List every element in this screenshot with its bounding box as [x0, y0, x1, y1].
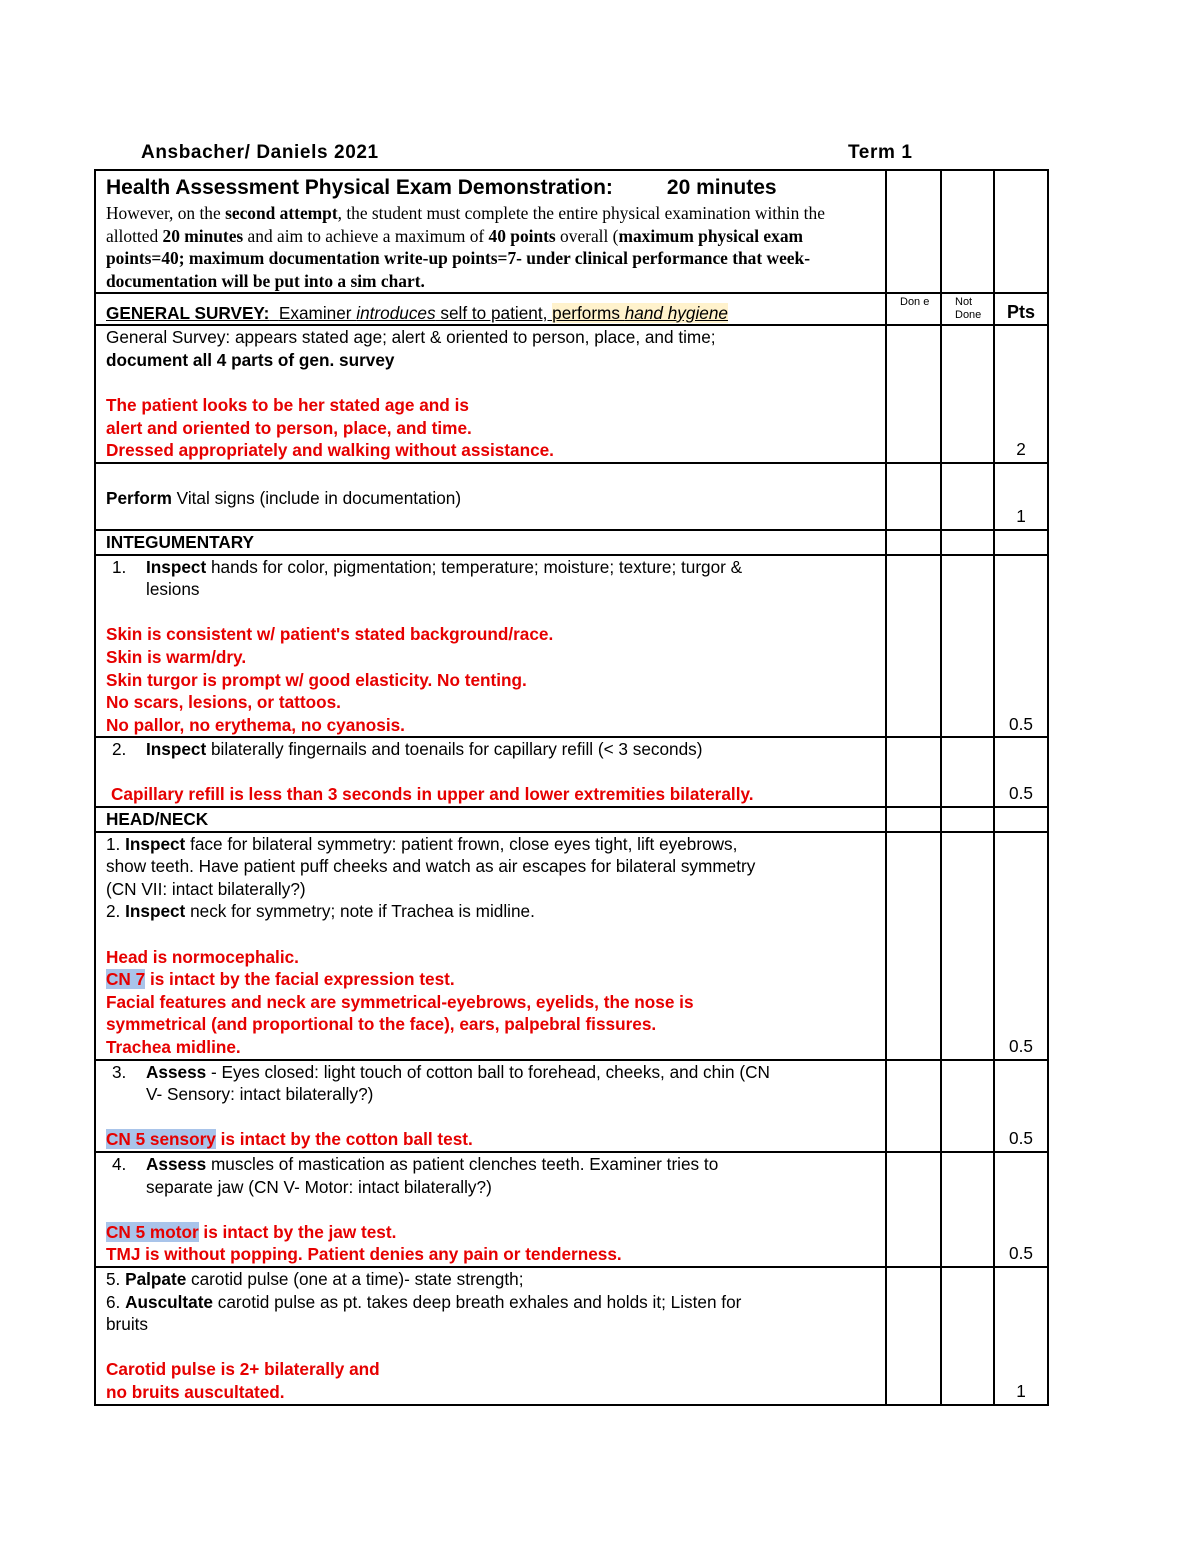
- documentation-text: is intact by the jaw test.: [198, 1221, 397, 1242]
- item-text: muscles of mastication as patient clenches teeth. Examiner tries to: [206, 1153, 719, 1174]
- done-cell[interactable]: [886, 463, 941, 530]
- item-text: V- Sensory: intact bilaterally?): [146, 1084, 374, 1105]
- checklist-row-integ-1: [95, 555, 1048, 738]
- intro-bold-4: maximum physical exam points=40; maximum documentation write-up points=7- under clinical performance that week- documentation will be put into a sim chart.: [106, 225, 810, 291]
- item-cell: [95, 325, 886, 463]
- item-text: lesions: [146, 579, 200, 600]
- item-cell: [95, 1267, 886, 1405]
- general-survey-text-2: self to patient,: [435, 302, 553, 323]
- points-value: 2: [994, 325, 1048, 463]
- not-done-cell[interactable]: [941, 555, 994, 738]
- done-cell[interactable]: [886, 832, 941, 1060]
- item-verb: Inspect: [146, 556, 207, 577]
- pts-cell: [994, 170, 1048, 293]
- document-header-authors: Ansbacher/ Daniels 2021: [141, 142, 379, 163]
- checklist-row-vital-signs: [95, 463, 1048, 530]
- intro-row: [95, 170, 1048, 293]
- done-cell[interactable]: [886, 170, 941, 293]
- done-cell[interactable]: [886, 325, 941, 463]
- item-text: show teeth. Have patient puff cheeks and watch as air escapes for bilateral symmetry: [106, 856, 756, 877]
- item-verb: Inspect: [125, 833, 186, 854]
- pts-cell: [994, 530, 1048, 555]
- not-done-cell[interactable]: [941, 1267, 994, 1405]
- item-text: carotid pulse as pt. takes deep breath exhales and holds it; Listen for: [212, 1291, 742, 1312]
- item-cell: [95, 463, 886, 530]
- documentation-text: Carotid pulse is 2+ bilaterally and: [106, 1359, 380, 1380]
- intro-text-3: and aim to achieve a maximum of: [243, 225, 489, 246]
- document-header-term: Term 1: [848, 142, 913, 163]
- intro-text-1: However, on the: [106, 203, 226, 223]
- not-done-cell[interactable]: [941, 832, 994, 1060]
- documentation-text: symmetrical (and proportional to the face), ears, palpebral fissures.: [106, 1014, 657, 1035]
- checklist-row-head-1-2: [95, 832, 1048, 1060]
- documentation-text: No pallor, no erythema, no cyanosis.: [106, 714, 405, 735]
- item-text: Vital signs (include in documentation): [171, 487, 462, 508]
- points-value: 0.5: [994, 1152, 1048, 1267]
- documentation-text: is intact by the facial expression test.: [145, 969, 455, 990]
- exam-checklist-table: [94, 169, 1049, 1406]
- item-text: separate jaw (CN V- Motor: intact bilaterally?): [146, 1176, 492, 1197]
- checklist-row-general-survey: [95, 325, 1048, 463]
- item-verb: Inspect: [146, 739, 207, 760]
- points-value: 1: [994, 1267, 1048, 1405]
- exam-title-text: Health Assessment Physical Exam Demonstration:: [106, 176, 613, 199]
- done-cell[interactable]: [886, 1060, 941, 1152]
- item-text: face for bilateral symmetry: patient frown, close eyes tight, lift eyebrows,: [185, 833, 738, 854]
- hand-hygiene-highlight: [552, 303, 728, 323]
- documentation-text: Capillary refill is less than 3 seconds in upper and lower extremities bilaterally.: [111, 784, 754, 805]
- done-cell[interactable]: [886, 737, 941, 807]
- cn7-highlight: CN 7: [106, 969, 146, 990]
- item-text-bold: document all 4 parts of gen. survey: [106, 349, 395, 370]
- not-done-cell[interactable]: [941, 170, 994, 293]
- item-number: 4.: [112, 1153, 127, 1174]
- item-number: 2.: [112, 739, 127, 760]
- not-done-cell[interactable]: [941, 1152, 994, 1267]
- column-header-done: Don e: [886, 293, 941, 325]
- done-cell[interactable]: [886, 530, 941, 555]
- documentation-text: Dressed appropriately and walking without assistance.: [106, 440, 554, 461]
- item-text: (CN VII: intact bilaterally?): [106, 878, 306, 899]
- done-cell[interactable]: [886, 555, 941, 738]
- general-survey-label: GENERAL SURVEY:: [106, 302, 270, 323]
- checklist-row-head-4: [95, 1152, 1048, 1267]
- documentation-text: Head is normocephalic.: [106, 946, 299, 967]
- exam-title: [106, 171, 877, 202]
- item-cell: [95, 1152, 886, 1267]
- intro-bold-1: second attempt: [225, 203, 338, 223]
- item-number: 6.: [106, 1291, 126, 1312]
- item-text: bruits: [106, 1314, 149, 1335]
- cn5-motor-highlight: CN 5 motor: [106, 1221, 199, 1242]
- general-survey-text-3: performs: [552, 302, 625, 323]
- item-text: neck for symmetry; note if Trachea is midline.: [185, 901, 535, 922]
- points-value: 0.5: [994, 832, 1048, 1060]
- done-cell[interactable]: [886, 807, 941, 832]
- not-done-cell[interactable]: [941, 737, 994, 807]
- pts-cell: [994, 807, 1048, 832]
- item-verb: Assess: [146, 1061, 207, 1082]
- item-cell: [95, 832, 886, 1060]
- exam-duration: 20 minutes: [666, 176, 777, 199]
- item-number: 3.: [112, 1061, 127, 1082]
- points-value: 1: [994, 463, 1048, 530]
- item-verb: Palpate: [125, 1268, 187, 1289]
- not-done-cell[interactable]: [941, 807, 994, 832]
- documentation-text: Skin turgor is prompt w/ good elasticity. No tenting.: [106, 669, 527, 690]
- documentation-text: Skin is consistent w/ patient's stated background/race.: [106, 624, 554, 645]
- item-text: carotid pulse (one at a time)- state strength;: [186, 1268, 524, 1289]
- section-row-head-neck: [95, 807, 1048, 832]
- intro-bold-3: 40 points: [488, 225, 556, 246]
- section-label-integumentary: INTEGUMENTARY: [95, 530, 886, 555]
- item-verb: Perform: [106, 487, 172, 508]
- section-row-integumentary: [95, 530, 1048, 555]
- documentation-text: Trachea midline.: [106, 1037, 241, 1057]
- points-value: 0.5: [994, 555, 1048, 738]
- item-verb: Assess: [146, 1153, 207, 1174]
- item-number: 1.: [112, 556, 127, 577]
- item-number: 5.: [106, 1268, 126, 1289]
- general-survey-italic: introduces: [356, 302, 436, 323]
- item-verb: Auscultate: [125, 1291, 213, 1312]
- not-done-cell[interactable]: [941, 1060, 994, 1152]
- item-number: 1.: [106, 833, 126, 854]
- intro-text-2: , the student must complete the entire physical examination within the allotted: [106, 203, 825, 246]
- item-text: - Eyes closed: light touch of cotton ball to forehead, cheeks, and chin (CN: [206, 1061, 770, 1082]
- documentation-text: is intact by the cotton ball test.: [215, 1129, 473, 1150]
- column-header-pts: Pts: [994, 293, 1048, 325]
- intro-cell: [95, 170, 886, 293]
- documentation-text: TMJ is without popping. Patient denies any pain or tenderness.: [106, 1244, 622, 1265]
- intro-text-4: overall (: [555, 225, 619, 246]
- item-text: hands for color, pigmentation; temperature; moisture; texture; turgor &: [206, 556, 743, 577]
- cn5-sensory-highlight: CN 5 sensory: [106, 1129, 216, 1150]
- item-text: bilaterally fingernails and toenails for capillary refill (< 3 seconds): [206, 739, 703, 760]
- done-cell[interactable]: [886, 1267, 941, 1405]
- general-survey-header-row: [95, 293, 1048, 325]
- documentation-text: alert and oriented to person, place, and time.: [106, 417, 472, 438]
- not-done-cell[interactable]: [941, 463, 994, 530]
- item-cell: [95, 737, 886, 807]
- column-header-not-done: Not Done: [941, 293, 994, 325]
- documentation-text: Skin is warm/dry.: [106, 646, 247, 667]
- checklist-row-head-3: [95, 1060, 1048, 1152]
- item-text: General Survey: appears stated age; alert & oriented to person, place, and time;: [106, 327, 716, 348]
- item-number: 2.: [106, 901, 126, 922]
- documentation-text: Facial features and neck are symmetrical-eyebrows, eyelids, the nose is: [106, 991, 694, 1012]
- done-cell[interactable]: [886, 1152, 941, 1267]
- item-cell: [95, 555, 886, 738]
- not-done-cell[interactable]: [941, 530, 994, 555]
- documentation-text: The patient looks to be her stated age and is: [106, 395, 469, 416]
- general-survey-text-1: Examiner: [278, 302, 357, 323]
- documentation-text: No scars, lesions, or tattoos.: [106, 692, 341, 713]
- checklist-row-integ-2: [95, 737, 1048, 807]
- not-done-cell[interactable]: [941, 325, 994, 463]
- hand-hygiene-text: hand hygiene: [624, 302, 728, 323]
- points-value: 0.5: [994, 1060, 1048, 1152]
- item-cell: [95, 1060, 886, 1152]
- intro-bold-2: 20 minutes: [162, 225, 244, 246]
- item-verb: Inspect: [125, 901, 186, 922]
- documentation-text: no bruits auscultated.: [106, 1381, 285, 1402]
- section-label-head-neck: HEAD/NECK: [95, 807, 886, 832]
- points-value: 0.5: [994, 737, 1048, 807]
- intro-paragraph: [106, 202, 877, 292]
- general-survey-header-cell: [95, 293, 886, 325]
- checklist-row-head-5-6: [95, 1267, 1048, 1405]
